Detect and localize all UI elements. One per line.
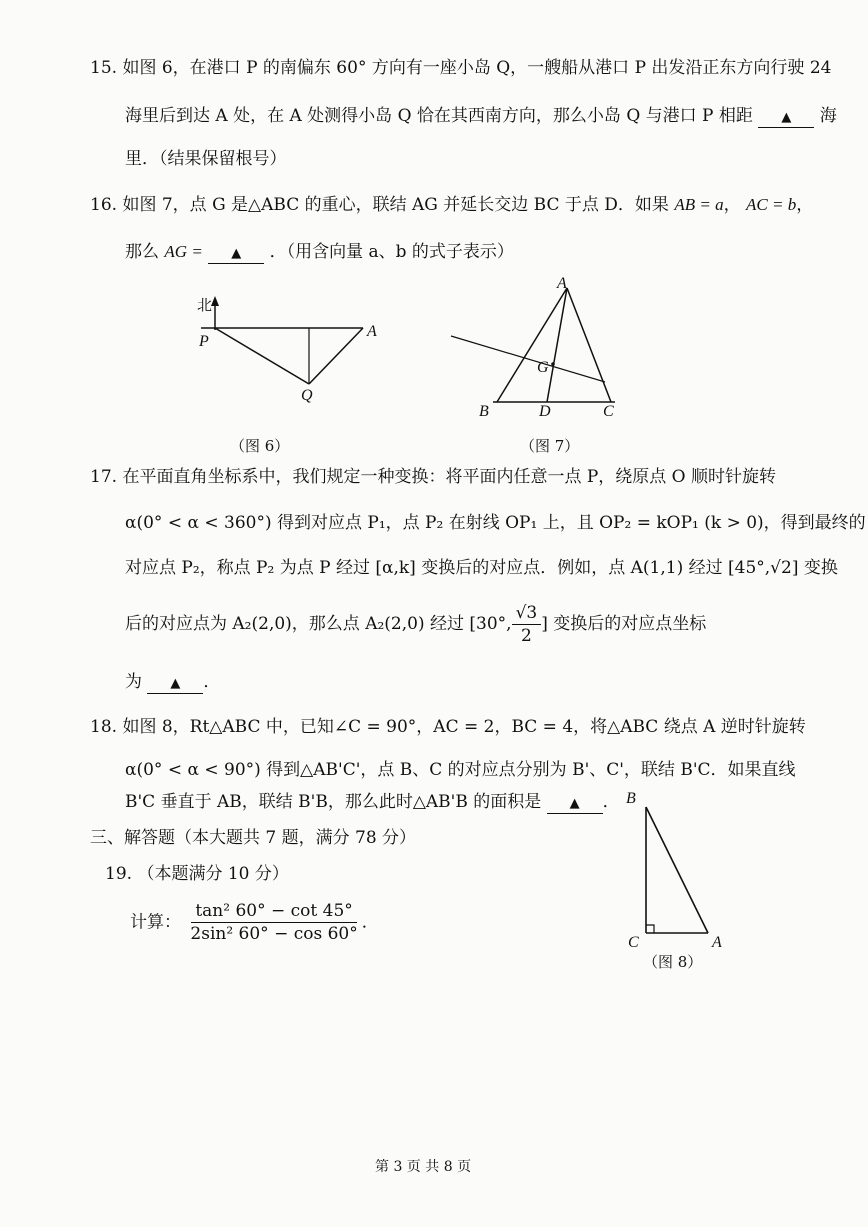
- blank-marker: ▲: [781, 110, 792, 125]
- figure-6-caption: （图 6）: [230, 437, 290, 455]
- q17-line-5-text: 为: [125, 672, 142, 692]
- q15-line-1: 15. 如图 6，在港口 P 的南偏东 60° 方向有一座小岛 Q，一艘船从港口 P 出发沿正东方向行驶 24: [90, 58, 832, 78]
- q16-line-2-end: ．（用含向量 a、b 的式子表示）: [269, 242, 514, 262]
- answer-blank-18[interactable]: [547, 793, 603, 814]
- q19-expression: 计算： $\frac{\text{tan² 60° − cot 45°}}{\text{2sin² 60° − cos 60°}}$ ．: [130, 901, 379, 944]
- q19-numerator: tan² 60° − cot 45°: [191, 900, 356, 923]
- q16-line-1: 16. 如图 7，点 G 是△ABC 的重心，联结 AG 并延长交边 BC 于点 D．如果 AB = a， AC = b，: [90, 195, 814, 215]
- q15-line-2-text: 海里后到达 A 处，在 A 处测得小岛 Q 恰在其西南方向，那么小岛 Q 与港口 P 相距: [125, 106, 753, 126]
- sqrt3-over-2-fraction: [512, 602, 542, 647]
- q16-line-2: [125, 240, 514, 264]
- point-a-label: A: [712, 934, 722, 951]
- point-a-label: A: [557, 275, 567, 292]
- answer-blank-16[interactable]: [208, 243, 264, 264]
- q19-fraction: [186, 900, 361, 945]
- vector-ab-equation: AB = a: [674, 195, 724, 214]
- blank-marker: ▲: [569, 796, 580, 811]
- answer-blank-15[interactable]: [758, 107, 814, 128]
- q17-line-1: 17. 在平面直角坐标系中，我们规定一种变换：将平面内任意一点 P，绕原点 O 顺时针旋转: [90, 467, 777, 487]
- answer-blank-17[interactable]: [147, 673, 203, 694]
- figure-6: [195, 290, 395, 405]
- q19-label: 计算：: [130, 912, 181, 933]
- figure-8-caption: （图 8）: [643, 953, 703, 971]
- q19-header: 19. （本题满分 10 分）: [105, 864, 289, 884]
- q15-line-2: [125, 104, 837, 128]
- vector-ag: AG =: [164, 242, 203, 261]
- q17-line-2: α(0° < α < 360°) 得到对应点 P₁，点 P₂ 在射线 OP₁ 上，且 OP₂ = kOP₁ (k > 0)，得到最终的: [125, 513, 866, 533]
- figure-7: [445, 272, 645, 422]
- q17-line-4: [125, 600, 706, 648]
- q15-line-2-end: 海: [819, 106, 837, 126]
- q17-line-4-end: ] 变换后的对应点坐标: [541, 614, 707, 634]
- q19-denominator: 2sin² 60° − cos 60°: [190, 924, 358, 944]
- blank-marker: ▲: [170, 676, 181, 691]
- section-3-heading: 三、解答题（本大题共 7 题，满分 78 分）: [90, 828, 417, 848]
- figure-8: [620, 785, 730, 955]
- point-g-label: G: [537, 359, 549, 376]
- point-c-label: C: [628, 934, 639, 951]
- point-c-label: C: [603, 403, 614, 420]
- q17-line-4-text: 后的对应点为 A₂(2,0)，那么点 A₂(2,0) 经过 [30°,: [125, 614, 512, 634]
- point-p-label: P: [199, 333, 209, 350]
- vector-ac-equation: AC = b: [746, 195, 797, 214]
- point-d-label: D: [539, 403, 551, 420]
- q17-line-5: 为 ▲ ．: [125, 672, 221, 692]
- point-a-label: A: [367, 323, 377, 340]
- q18-line-1: 18. 如图 8，Rt△ABC 中，已知∠C = 90°，AC = 2，BC = 4，将△ABC 绕点 A 逆时针旋转: [90, 717, 806, 737]
- q17-line-3: 对应点 P₂，称点 P₂ 为点 P 经过 [α,k] 变换后的对应点．例如，点 A(1,1) 经过 [45°,√2] 变换: [125, 558, 838, 578]
- figure-7-caption: （图 7）: [520, 437, 580, 455]
- q18-line-2: α(0° < α < 90°) 得到△AB'C'，点 B、C 的对应点分别为 B'、C'，联结 B'C．如果直线: [125, 760, 796, 780]
- fraction-denominator: 2: [520, 626, 532, 646]
- point-q-label: Q: [301, 387, 313, 404]
- q18-line-3-text: B'C 垂直于 AB，联结 B'B，那么此时△AB'B 的面积是: [125, 792, 542, 812]
- north-label: 北: [197, 298, 213, 314]
- blank-marker: ▲: [231, 246, 242, 261]
- q16-line-1-text: 16. 如图 7，点 G 是△ABC 的重心，联结 AG 并延长交边 BC 于点 D．如果: [90, 195, 669, 215]
- fraction-numerator: √3: [512, 602, 542, 625]
- page-number: 第 3 页 共 8 页: [375, 1159, 472, 1175]
- q15-line-3: 里．（结果保留根号）: [125, 149, 287, 169]
- point-b-label: B: [479, 403, 489, 420]
- q16-line-2-text: 那么: [125, 242, 159, 262]
- point-b-label: B: [626, 790, 636, 807]
- q18-line-3: B'C 垂直于 AB，联结 B'B，那么此时△AB'B 的面积是 ▲ ．: [125, 792, 620, 812]
